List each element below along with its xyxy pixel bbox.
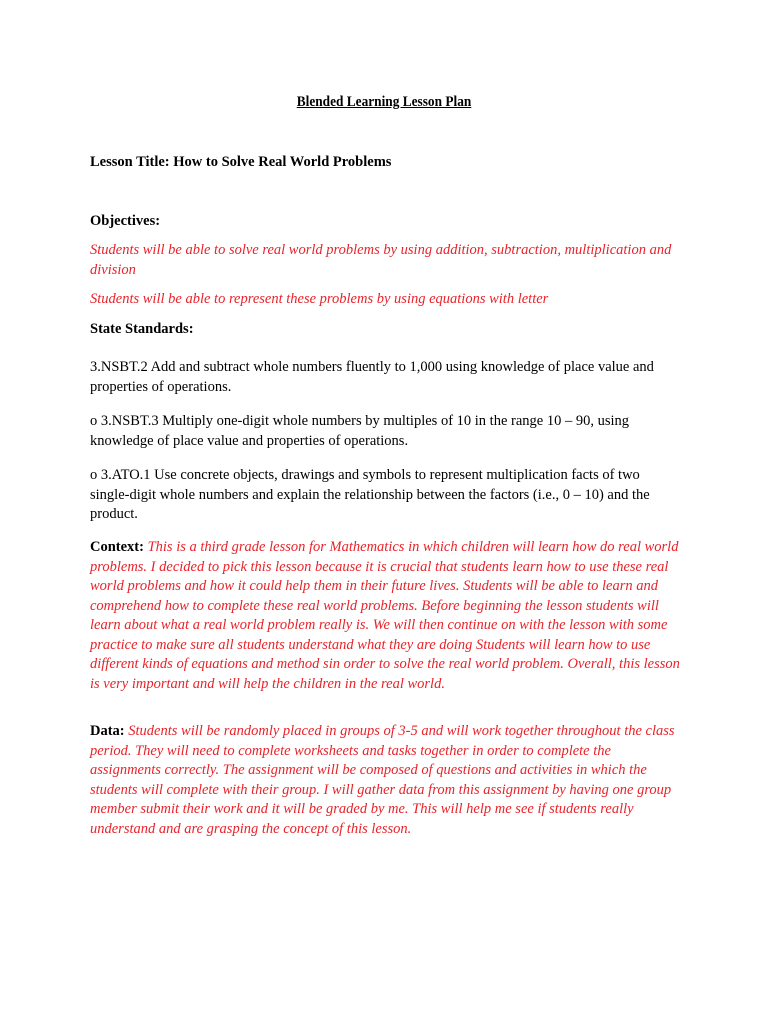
data-paragraph [90, 722, 680, 839]
objectives-heading: Objectives: [90, 213, 161, 229]
data-text: Students will be randomly placed in groups of 3-5 and will work together throughout the class period. They will need to complete worksheets and tasks together in order to complete the assignments correctly. The assignment will be composed of questions and activities in which the students will complete with their group. I will gather data from this assignment by having one group member submit their work and it will be graded by me. This will help me see if students really understand and are grasping the concept of this lesson. [90, 723, 675, 837]
lesson-title-value: How to Solve Real World Problems [173, 154, 392, 170]
context-text: This is a third grade lesson for Mathematics in which children will learn how do real world problems. I decided to pick this lesson because it is crucial that students learn how to use these real world problems and how it could help them in their future lives. Students will be able to learn and comprehend how to complete these real world problems. Before beginning the lesson students will learn about what a real world problem really is. We will then continue on with the lesson with some practice to make sure all students understand what they are doing Students will learn how to use different kinds of equations and method sin order to solve the real world problem. Overall, this lesson is very important and will help the children in the real world. [90, 539, 680, 692]
lesson-title-label: Lesson Title: [90, 154, 170, 170]
document-title: Blended Learning Lesson Plan [296, 94, 472, 110]
standard-item: 3.NSBT.2 Add and subtract whole numbers fluently to 1,000 using knowledge of place value and properties of operations. [90, 359, 654, 395]
standard-item: o 3.NSBT.3 Multiply one-digit whole numbers by multiples of 10 in the range 10 – 90, using knowledge of place value and properties of operations. [90, 413, 630, 449]
lesson-title-line [90, 153, 680, 173]
objective-item: Students will be able to solve real world problems by using addition, subtraction, multiplication and division [90, 242, 672, 278]
objective-item: Students will be able to represent these problems by using equations with letter [90, 291, 549, 307]
state-standards-heading: State Standards: [90, 321, 194, 337]
data-label: Data: [90, 723, 125, 739]
standard-item: o 3.ATO.1 Use concrete objects, drawings and symbols to represent multiplication facts of two single-digit whole numbers and explain the relationship between the factors (i.e., 0 – 10) and the product. [90, 467, 650, 522]
context-paragraph [90, 538, 680, 694]
context-label: Context: [90, 539, 144, 555]
